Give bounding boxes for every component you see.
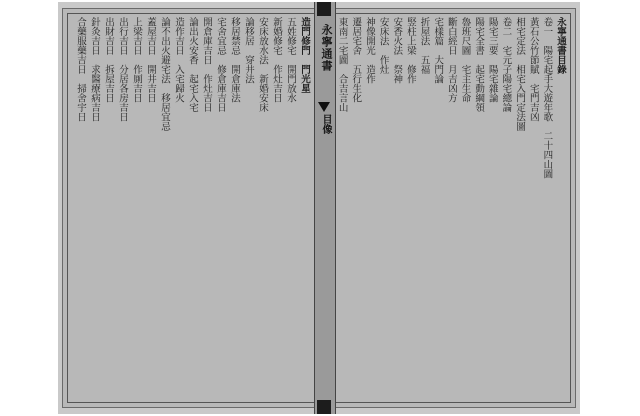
right-column: 神像開光 造作 [363,17,375,84]
left-page [62,8,320,408]
fishtail-top-mark [318,102,330,112]
right-column: 東南二宅圖 合吉言山 [336,17,348,112]
right-column: 安香火法 祭神 [391,17,403,84]
left-column: 宅舍宜忌 修倉庫吉日 [215,17,226,112]
left-column: 論移居 穿井法 [243,17,254,84]
book-spine [314,2,336,414]
left-column: 五姓修宅 開門放水 [285,17,296,103]
left-column: 上梁吉日 作厠吉日 [131,17,142,103]
left-column: 移居禁忌 開倉庫法 [229,17,240,103]
spine-title: 永寧通書 [320,24,333,72]
right-column: 陽宅全書 起宅動綱領 [473,17,485,112]
right-page [324,8,576,408]
right-column: 陽宅三要 陽宅雜論 [486,17,498,103]
left-column: 出財吉日 拆屋吉日 [103,17,114,103]
right-column: 竪柱上梁 修作 [404,17,416,84]
right-column: 卷一 陽宅起手大遊年歌 二十四山圖 [541,17,553,179]
left-column: 論不出火避宅法 移居宜忌 [159,17,170,131]
right-column: 魯班尺圖 宅主生命 [459,17,471,103]
left-column: 蓋屋吉日 開井吉日 [145,17,156,103]
right-column: 卷二 宅元子陽宅總論 [500,17,512,112]
left-column: 造門修門 門光星 [299,17,310,93]
left-column: 開倉庫吉日 作灶吉日 [201,17,212,112]
right-column: 永寧通書目錄 [555,17,566,74]
spine-subtitle: 目像 [320,114,331,134]
left-column: 出行吉日 分居各房吉日 [117,17,128,122]
right-column: 黃石公竹節賦 宅門吉凶 [527,17,539,122]
right-column: 宅樣篇 大門論 [432,17,444,84]
right-column: 折屋法 五福 [418,17,430,74]
spine-bottom-block [317,400,331,414]
book-scan [58,2,580,414]
left-column: 造作吉日 入宅歸火 [173,17,184,103]
right-column: 遷居宅舍 五行生化 [350,17,362,103]
right-column: 相宅定法 相宅入門定法圖 [514,17,526,131]
spine-top-block [317,2,331,16]
left-column: 安床放水法 新婚安床 [257,17,268,112]
right-column: 安床法 作灶 [377,17,389,74]
left-column: 合藥服藥吉日 掃舍宇日 [75,17,86,122]
left-column: 新婚修宅 作灶吉日 [271,17,282,103]
left-column: 論出火安香 起宅入宅 [187,17,198,112]
left-column: 針灸吉日 求醫療病吉日 [89,17,100,122]
right-column: 斷白經日 月吉凶方 [445,17,457,103]
